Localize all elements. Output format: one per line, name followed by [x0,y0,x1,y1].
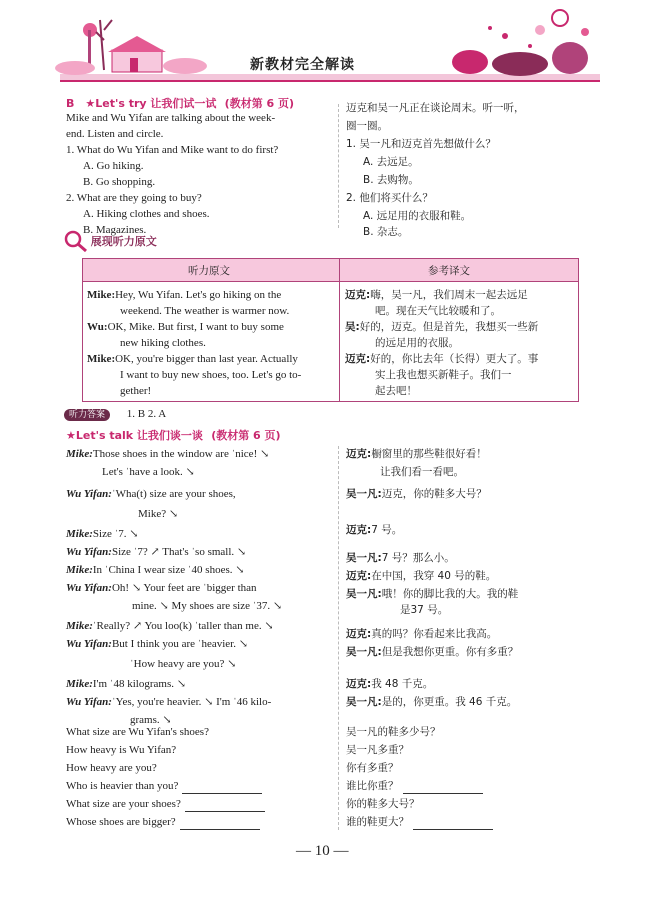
question: Whose shoes are bigger? [66,816,176,828]
dialogue-text: 迈克，你的鞋多大号？ [381,488,487,500]
speaker: 迈克: [346,628,372,640]
answer-blank[interactable] [182,781,262,794]
dialogue-text: Size ˈ7? ↗ That's ˈso small. ↘ [111,546,247,558]
dialogue-text: 哦！你的脚比我的大。我的鞋 [381,588,519,600]
speaker: Mike: [66,528,93,540]
section-title: ★Let's talk 让我们谈一谈 [66,429,203,442]
question: 吴一凡多重？ [346,744,409,756]
section-letter: B [66,97,75,110]
question: How heavy are you? [66,762,157,774]
question-2: 2. 他们将买什么？ [346,192,433,204]
dialogue-text: grams. ↘ [130,714,172,726]
speaker: 迈克: [346,524,372,536]
listening-heading-text: 展现听力原文 [90,235,157,248]
option-b: B. Go shopping. [83,176,156,188]
dialogue-text: 好的，迈克。但是首先，我想买一些新 [359,321,539,333]
question-row [346,778,483,794]
talk-english [66,446,336,736]
speaker: Wu Yifan: [66,582,112,594]
question: 你的鞋多大号？ [346,798,420,810]
speaker: Wu: [87,321,108,333]
column-divider [338,446,339,830]
dialogue-text: weekend. The weather is warmer now. [120,305,290,317]
dialogue-text: Oh! ↘ Your feet are ˈbigger than [111,582,257,594]
speaker: Wu Yifan: [66,696,112,708]
question: 谁比你重？ [346,780,399,792]
question-2: 2. What are they going to buy? [66,192,202,204]
question: 吴一凡的鞋多少号？ [346,726,441,738]
question-row [66,778,262,794]
dialogue-text: ˈHow heavy are you? ↘ [130,658,237,670]
dialogue-text: 起去吧！ [375,385,417,397]
speaker: Wu Yifan: [66,546,112,558]
dialogue-text: But I think you are ˈheavier. ↘ [111,638,248,650]
speaker: Wu Yifan: [66,488,112,500]
dialogue-text: In ˈChina I wear size ˈ40 shoes. ↘ [92,564,245,576]
speaker: 吴一凡: [346,488,382,500]
dialogue-text: Those shoes in the window are ˈnice! ↘ [92,448,270,460]
option-a: A. 远足用的衣服和鞋。 [363,210,472,222]
dialogue-text: mine. ↘ My shoes are size ˈ37. ↘ [132,600,283,612]
text-line: 圈一圈。 [346,120,388,132]
dialogue-text: 实上我也想买新鞋子。我们一 [375,369,512,381]
option-b: B. Magazines. [83,224,147,236]
dialogue-row [345,351,538,367]
section-title: ★Let's try 让我们试一试 [85,97,217,110]
speaker: Mike: [66,448,93,460]
dialogue-text: 嗨，吴一凡，我们周末一起去远足 [370,289,528,301]
dialogue-row [87,319,284,335]
dialogue-text: OK, Mike. But first, I want to buy some [107,321,284,333]
dialogue-text: I'm ˈ48 kilograms. ↘ [92,678,186,690]
dialogue-row [345,287,528,303]
column-header-translation: 参考译文 [428,265,470,277]
dialogue-text: Mike? ↘ [138,508,179,520]
dialogue-text: 7 号。 [371,524,403,536]
speaker: 迈克: [346,448,372,460]
dialogue-text: gether! [120,385,152,397]
page-header [0,0,658,86]
speaker: Mike: [87,353,116,365]
listening-table [82,258,579,402]
dialogue-text: 好的，你比去年（长得）更大了。事 [370,353,539,365]
speaker: 迈克: [345,353,371,365]
speaker: 吴一凡: [346,696,382,708]
option-b: B. 杂志。 [363,226,409,238]
question-row [346,814,493,830]
listening-heading [64,230,157,252]
header-title: 新教材完全解读 [250,57,355,73]
question: Who is heavier than you? [66,780,179,792]
answer-blank[interactable] [180,817,260,830]
speaker: Wu Yifan: [66,638,112,650]
dialogue-row [87,287,281,303]
dialogue-text: I want to buy new shoes, too. Let's go to- [120,369,302,381]
question-row [66,814,260,830]
dialogue-row [345,319,538,335]
dialogue-text: 橱窗里的那些鞋很好看！ [371,448,487,460]
dialogue-text: Size ˈ7. ↘ [92,528,139,540]
section-ref: (教材第 6 页) [211,429,281,442]
dialogue-text: 7 号？那么小。 [381,552,455,564]
question: 你有多重？ [346,762,399,774]
dialogue-text: ˈYes, you're heavier. ↘ I'm ˈ46 kilo- [111,696,272,708]
question: How heavy is Wu Yifan? [66,744,177,756]
dialogue-text: 让我们看一看吧。 [380,466,464,478]
answer-blank[interactable] [403,781,483,794]
speaker: Mike: [66,564,93,576]
speaker: 吴一凡: [346,646,382,658]
dialogue-text: 真的吗？你看起来比我高。 [371,628,498,640]
speaker: 吴: [345,321,360,333]
option-a: A. Hiking clothes and shoes. [83,208,210,220]
dialogue-row [87,351,298,367]
text-line: 迈克和吴一凡正在谈论周末。听一听， [346,102,525,114]
dialogue-text: 在中国，我穿 40 号的鞋。 [371,570,497,582]
section-ref: (教材第 6 页) [224,97,295,110]
column-divider [338,104,339,228]
option-a: A. Go hiking. [83,160,144,172]
speaker: 迈克: [345,289,371,301]
text-line: Mike and Wu Yifan are talking about the week- [66,112,276,124]
question-1: 1. What do Wu Yifan and Mike want to do first? [66,144,279,156]
speaker: 迈克: [346,570,372,582]
dialogue-text: ˈReally? ↗ You loo(k) ˈtaller than me. ↘ [92,620,274,632]
dialogue-text: 吧。现在天气比较暖和了。 [375,305,501,317]
answers-badge: 听力答案 [64,409,110,421]
speaker: Mike: [66,620,93,632]
speaker: 吴一凡: [346,588,382,600]
speaker: Mike: [87,289,116,301]
dialogue-text: new hiking clothes. [120,337,206,349]
question: What size are Wu Yifan's shoes? [66,726,209,738]
dialogue-text: ˈWha(t) size are your shoes, [111,488,236,500]
question-1: 1. 吴一凡和迈克首先想做什么？ [346,138,496,150]
answer-blank[interactable] [185,799,265,812]
speaker: Mike: [66,678,93,690]
column-header-original: 听力原文 [188,265,230,277]
answers-text: 1. B 2. A [126,408,167,420]
dialogue-text: 但是我想你更重。你有多重？ [381,646,519,658]
question: 谁的鞋更大？ [346,816,409,828]
magnifier-icon [64,230,88,252]
dialogue-text: 我 48 千克。 [371,678,434,690]
dialogue-text: 的远足用的衣服。 [375,337,459,349]
dialogue-text: Hey, Wu Yifan. Let's go hiking on the [115,289,282,301]
answers-row [64,406,166,423]
dialogue-text: 是37 号。 [400,604,449,616]
speaker: 吴一凡: [346,552,382,564]
talk-chinese [346,446,616,736]
dialogue-text: 是的，你更重。我 46 千克。 [381,696,518,708]
text-line: end. Listen and circle. [66,128,164,140]
dialogue-text: OK, you're bigger than last year. Actually [115,353,298,365]
option-b: B. 去购物。 [363,174,419,186]
lets-talk-heading [66,428,281,444]
table-column-divider [339,259,340,401]
question: What size are your shoes? [66,798,181,810]
page-number: — 10 — [296,843,349,859]
dialogue-text: Let's ˈhave a look. ↘ [102,466,195,478]
question-row [66,796,265,812]
speaker: 迈克: [346,678,372,690]
answer-blank[interactable] [413,817,493,830]
table-header [83,259,578,282]
option-a: A. 去远足。 [363,156,419,168]
